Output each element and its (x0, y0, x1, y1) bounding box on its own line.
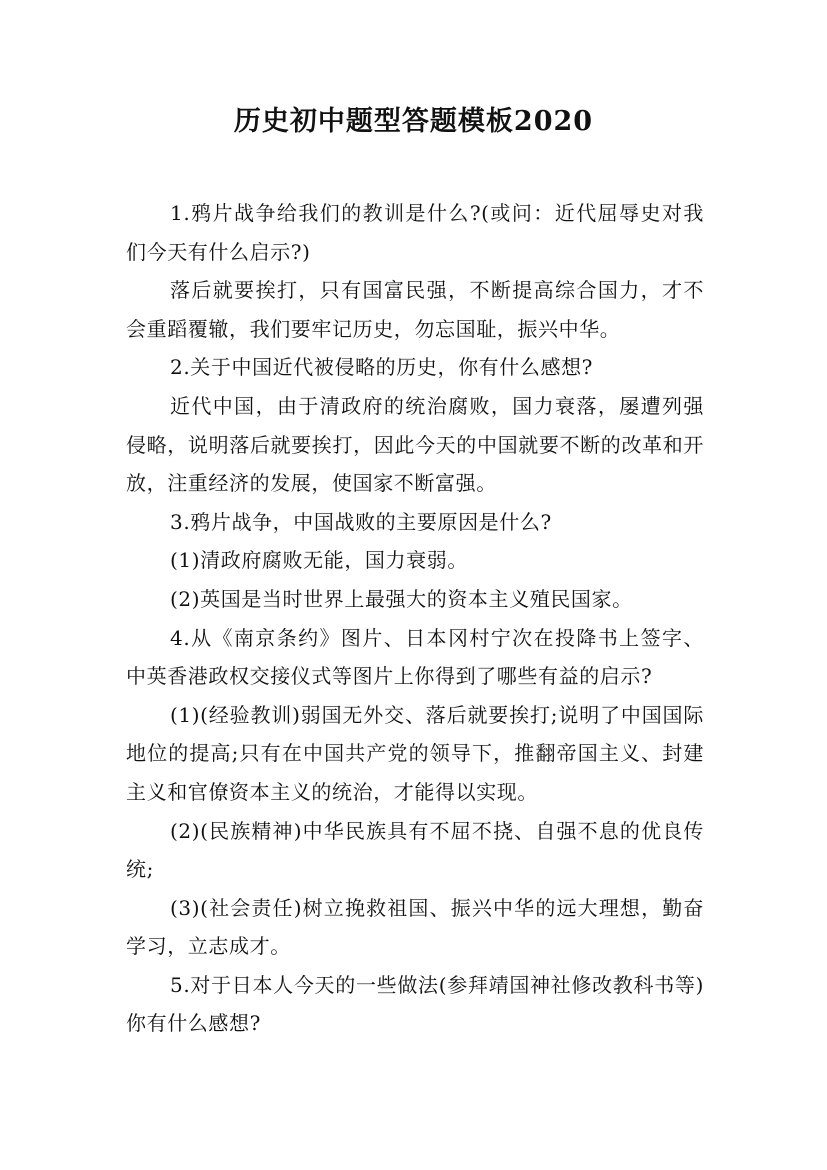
paragraph: (2)(民族精神)中华民族具有不屈不挠、自强不息的优良传统; (126, 818, 704, 882)
paragraph: 1.鸦片战争给我们的教训是什么?(或问：近代屈辱史对我们今天有什么启示?) (126, 201, 704, 264)
paragraph: (1)(经验教训)弱国无外交、落后就要挨打;说明了中国国际地位的提高;只有在中国共产党的领导下，推翻帝国主义、封建主义和官僚资本主义的统治，才能得以实现。 (126, 702, 704, 804)
paragraph: 3.鸦片战争，中国战败的主要原因是什么? (170, 509, 552, 534)
paragraph: 近代中国，由于清政府的统治腐败，国力衰落，屡遭列强侵略，说明落后就要挨打，因此今天的中国就要不断的改革和开放，注重经济的发展，使国家不断富强。 (126, 393, 704, 496)
document-title: 历史初中题型答题模板2020 (233, 106, 594, 137)
paragraph: (3)(社会责任)树立挽救祖国、振兴中华的远大理想，勤奋学习，立志成才。 (126, 895, 704, 959)
document-body (126, 194, 704, 1043)
paragraph: 2.关于中国近代被侵略的历史，你有什么感想? (170, 355, 594, 380)
paragraph: (2)英国是当时世界上最强大的资本主义殖民国家。 (170, 586, 633, 611)
paragraph: 5.对于日本人今天的一些做法(参拜靖国神社修改教科书等)你有什么感想? (126, 972, 704, 1036)
paragraph: 4.从《南京条约》图片、日本冈村宁次在投降书上签字、中英香港政权交接仪式等图片上你得到了哪些有益的启示? (126, 625, 704, 689)
paragraph: (1)清政府腐败无能，国力衰弱。 (170, 548, 468, 573)
paragraph: 落后就要挨打，只有国富民强，不断提高综合国力，才不会重蹈覆辙，我们要牢记历史，勿忘国耻，振兴中华。 (126, 278, 704, 341)
